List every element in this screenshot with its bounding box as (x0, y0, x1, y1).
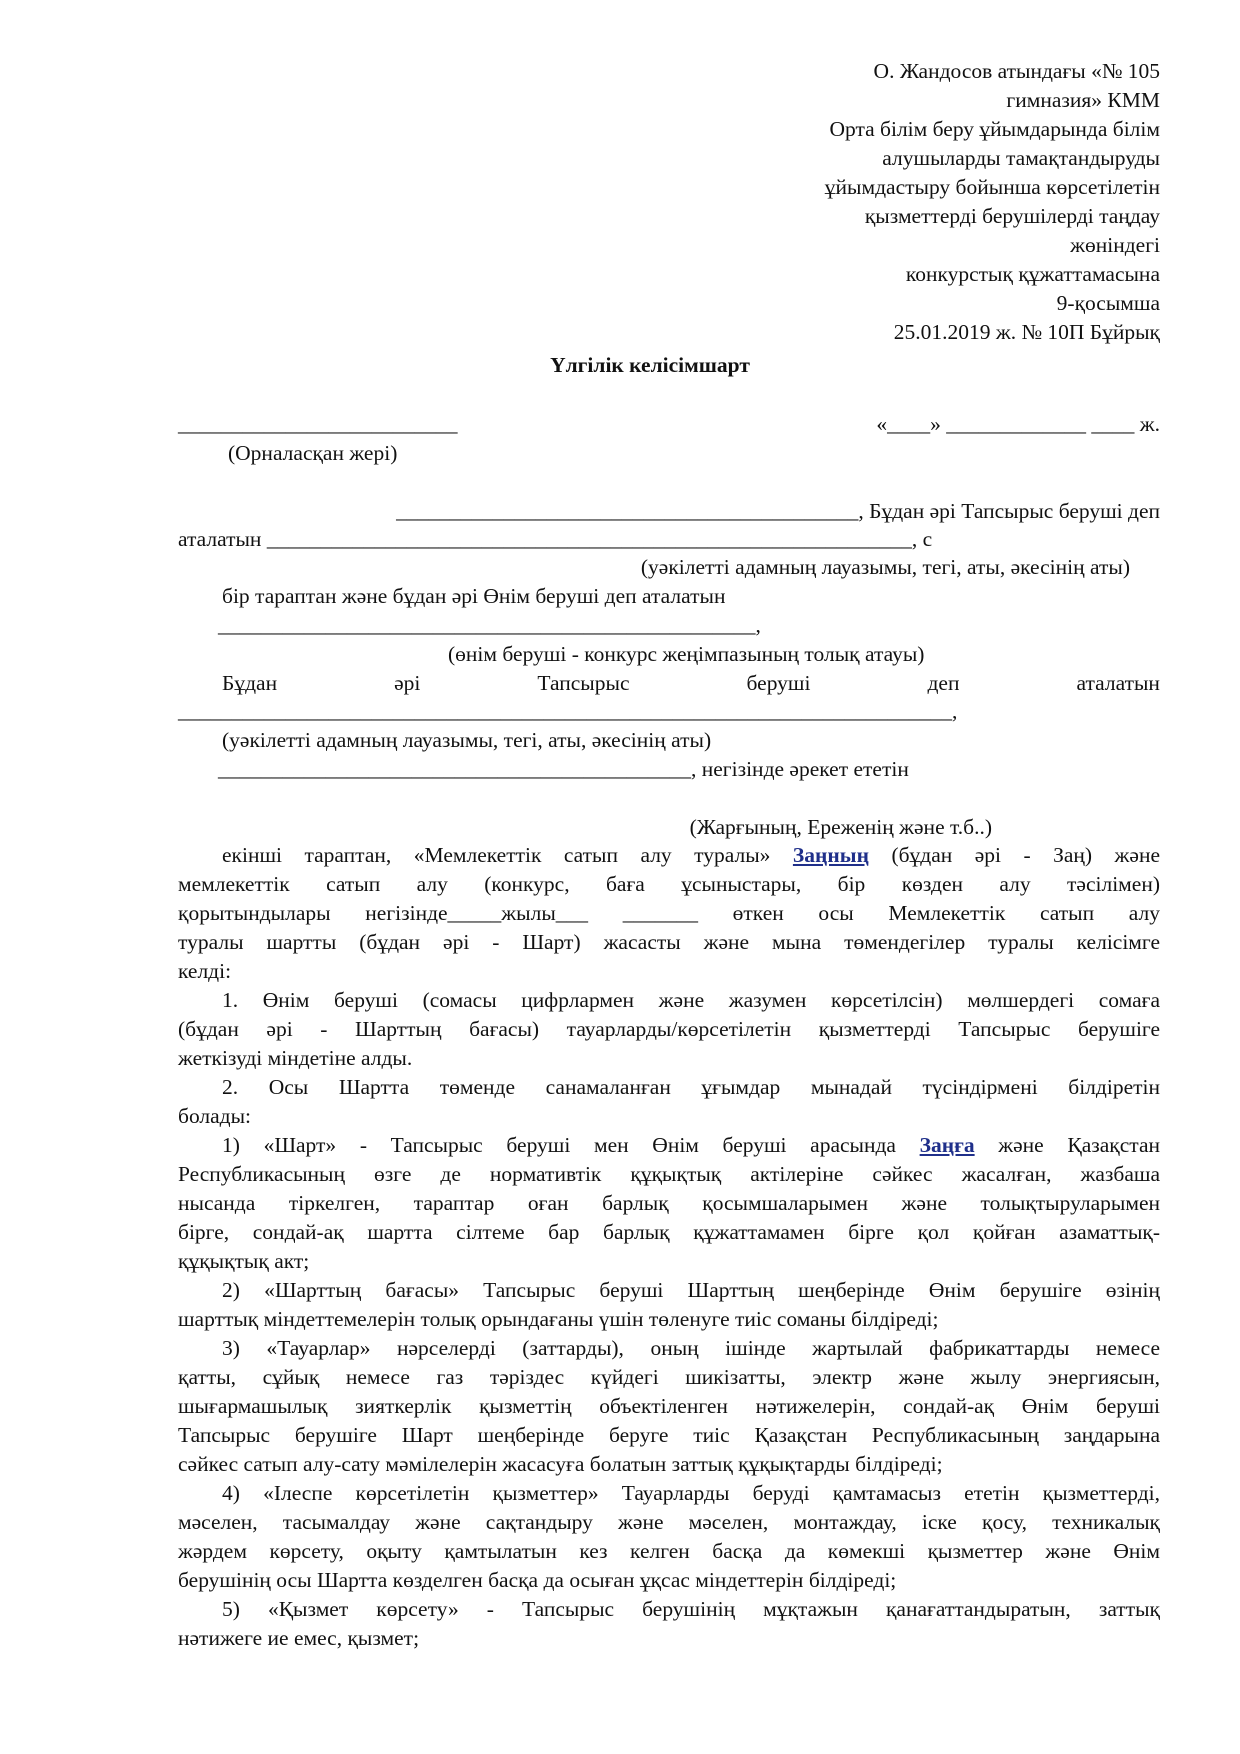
header-line: Орта білім беру ұйымдарында білім (829, 117, 1160, 141)
definition-line: 2) «Шарттың бағасы» Тапсырыс беруші Шарттың шеңберінде Өнім берушіге өзінің (222, 1278, 1160, 1302)
parties-line: ___________________________________________, Бұдан әрі Тапсырыс беруші деп (396, 499, 1160, 523)
clause-line: 2. Осы Шартта төменде санамаланған ұғымдар мынадай түсіндірмені білдіретін (222, 1075, 1160, 1099)
definition-line: нәтижеге ие емес, қызмет; (178, 1626, 420, 1650)
header-line: конкурстық құжаттамасына (905, 262, 1160, 286)
definition-line: мәселен, тасымалдау және сақтандыру және мәселен, монтаждау, іске қосу, техникалық (178, 1510, 1160, 1534)
definition-line: шарттық міндеттемелерін толық орындағаны үшін төленуге тиіс соманы білдіреді; (178, 1307, 939, 1331)
header-line: 9-қосымша (1056, 291, 1160, 315)
word: Тапсырыс (537, 671, 630, 695)
parties-line: __________________________________________________, (218, 613, 761, 637)
definition-line: шығармашылық зияткерлік қызметтің объектіленген нәтижелерін, сондай-ақ Өнім беруші (178, 1394, 1160, 1418)
header-line: алушыларды тамақтандыруды (882, 146, 1160, 170)
parties-line: ________________________________________________________________________, (178, 699, 958, 723)
header-line: жөніндегі (1070, 233, 1160, 257)
definition-line: Тапсырыс берушіге Шарт шеңберінде беруге тиіс Қазақстан Республикасының заңдарына (178, 1423, 1160, 1447)
word: беруші (746, 671, 811, 695)
parties-caption: (Жарғының, Ереженің және т.б..) (689, 815, 992, 839)
intro-line: келді: (178, 959, 232, 983)
header-line: 25.01.2019 ж. № 10П Бұйрық (893, 320, 1160, 344)
place-caption: (Орналасқан жері) (228, 441, 398, 465)
law-link[interactable]: Заңның (792, 843, 869, 867)
intro-line (222, 841, 1160, 870)
clause-line: 1. Өнім беруші (сомасы цифрлармен және жазумен көрсетілсін) мөлшердегі сомаға (222, 988, 1160, 1012)
parties-line: аталатын ____________________________________________________________, с (178, 527, 933, 551)
parties-line: ____________________________________________, негізінде әрекет ететін (218, 757, 909, 781)
word: Бұдан (222, 671, 278, 695)
definition-line: берушінің осы Шартта көзделген басқа да осыған ұқсас міндеттерін білдіреді; (178, 1568, 897, 1592)
parties-line: бір тараптан және бұдан әрі Өнім беруші деп аталатын (222, 584, 726, 608)
text: 1) «Шарт» - Тапсырыс беруші мен Өнім беруші арасында (222, 1133, 920, 1157)
text: (бұдан әрі - Заң) және (868, 843, 1160, 867)
text: екінші тараптан, «Мемлекеттік сатып алу туралы» (222, 843, 793, 867)
date-blanks: «____» _____________ ____ ж. (876, 412, 1160, 436)
intro-line: туралы шартты (бұдан әрі - Шарт) жасасты және мына төмендегілер туралы келісімге (178, 930, 1160, 954)
definition-line: 5) «Қызмет көрсету» - Тапсырыс берушінің мұқтажын қанағаттандыратын, заттық (222, 1597, 1160, 1621)
place-blank: __________________________ (178, 412, 458, 436)
definition-line: сәйкес сатып алу-сату мәмілелерін жасасуға болатын заттық құқықтарды білдіреді; (178, 1452, 943, 1476)
definition-line: Республикасының өзге де нормативтік құқықтық актілеріне сәйкес жасалған, жазбаша (178, 1162, 1160, 1186)
clause-line: болады: (178, 1104, 252, 1128)
intro-line: мемлекеттік сатып алу (конкурс, баға ұсыныстары, бір көзден алу тәсілімен) (178, 872, 1160, 896)
definition-line: жәрдем көрсету, оқыту қамтылатын кез келген басқа да көмекші қызметтер және Өнім (178, 1539, 1160, 1563)
definition-line: нысанда тіркелген, тараптар оған барлық қосымшаларымен және толықтыруларымен (178, 1191, 1160, 1215)
word: әрі (394, 671, 421, 695)
header-line: ұйымдастыру бойынша көрсетілетін (824, 175, 1160, 199)
definition-line: бірге, сондай-ақ шартта сілтеме бар барлық құжаттамамен бірге қол қойған азаматтық- (178, 1220, 1160, 1244)
parties-caption: (уәкілетті адамның лауазымы, тегі, аты, әкесінің аты) (640, 555, 1130, 579)
parties-spread-line (222, 669, 1160, 698)
intro-line: қорытындылары негізінде_____жылы___ _______ өткен осы Мемлекеттік сатып алу (178, 901, 1160, 925)
definition-line: 4) «Ілеспе көрсетілетін қызметтер» Тауарларды беруді қамтамасыз ететін қызметтерді, (222, 1481, 1160, 1505)
header-line: гимназия» КММ (1006, 88, 1160, 112)
law-link[interactable]: Заңға (919, 1133, 975, 1157)
document-title: Үлгілік келісімшарт (550, 353, 750, 377)
header-line: О. Жандосов атындағы «№ 105 (873, 59, 1160, 83)
text: және Қазақстан (974, 1133, 1160, 1157)
definition-line: құқықтық акт; (178, 1249, 310, 1273)
definition-line: 3) «Тауарлар» нәрселерді (заттарды), оның ішінде жартылай фабрикаттарды немесе (222, 1336, 1160, 1360)
clause-line: (бұдан әрі - Шарттың бағасы) тауарларды/көрсетілетін қызметтерді Тапсырыс берушіге (178, 1017, 1160, 1041)
parties-caption: (өнім беруші - конкурс жеңімпазының толық атауы) (448, 642, 925, 666)
header-line: қызметтерді берушілерді таңдау (864, 204, 1160, 228)
definition-line: қатты, сұйық немесе газ тәріздес күйдегі шикізатты, электр және жылу энергиясын, (178, 1365, 1160, 1389)
definition-line (222, 1131, 1160, 1160)
word: аталатын (1076, 671, 1160, 695)
word: деп (927, 671, 960, 695)
parties-caption: (уәкілетті адамның лауазымы, тегі, аты, әкесінің аты) (222, 728, 712, 752)
clause-line: жеткізуді міндетіне алды. (178, 1046, 413, 1070)
